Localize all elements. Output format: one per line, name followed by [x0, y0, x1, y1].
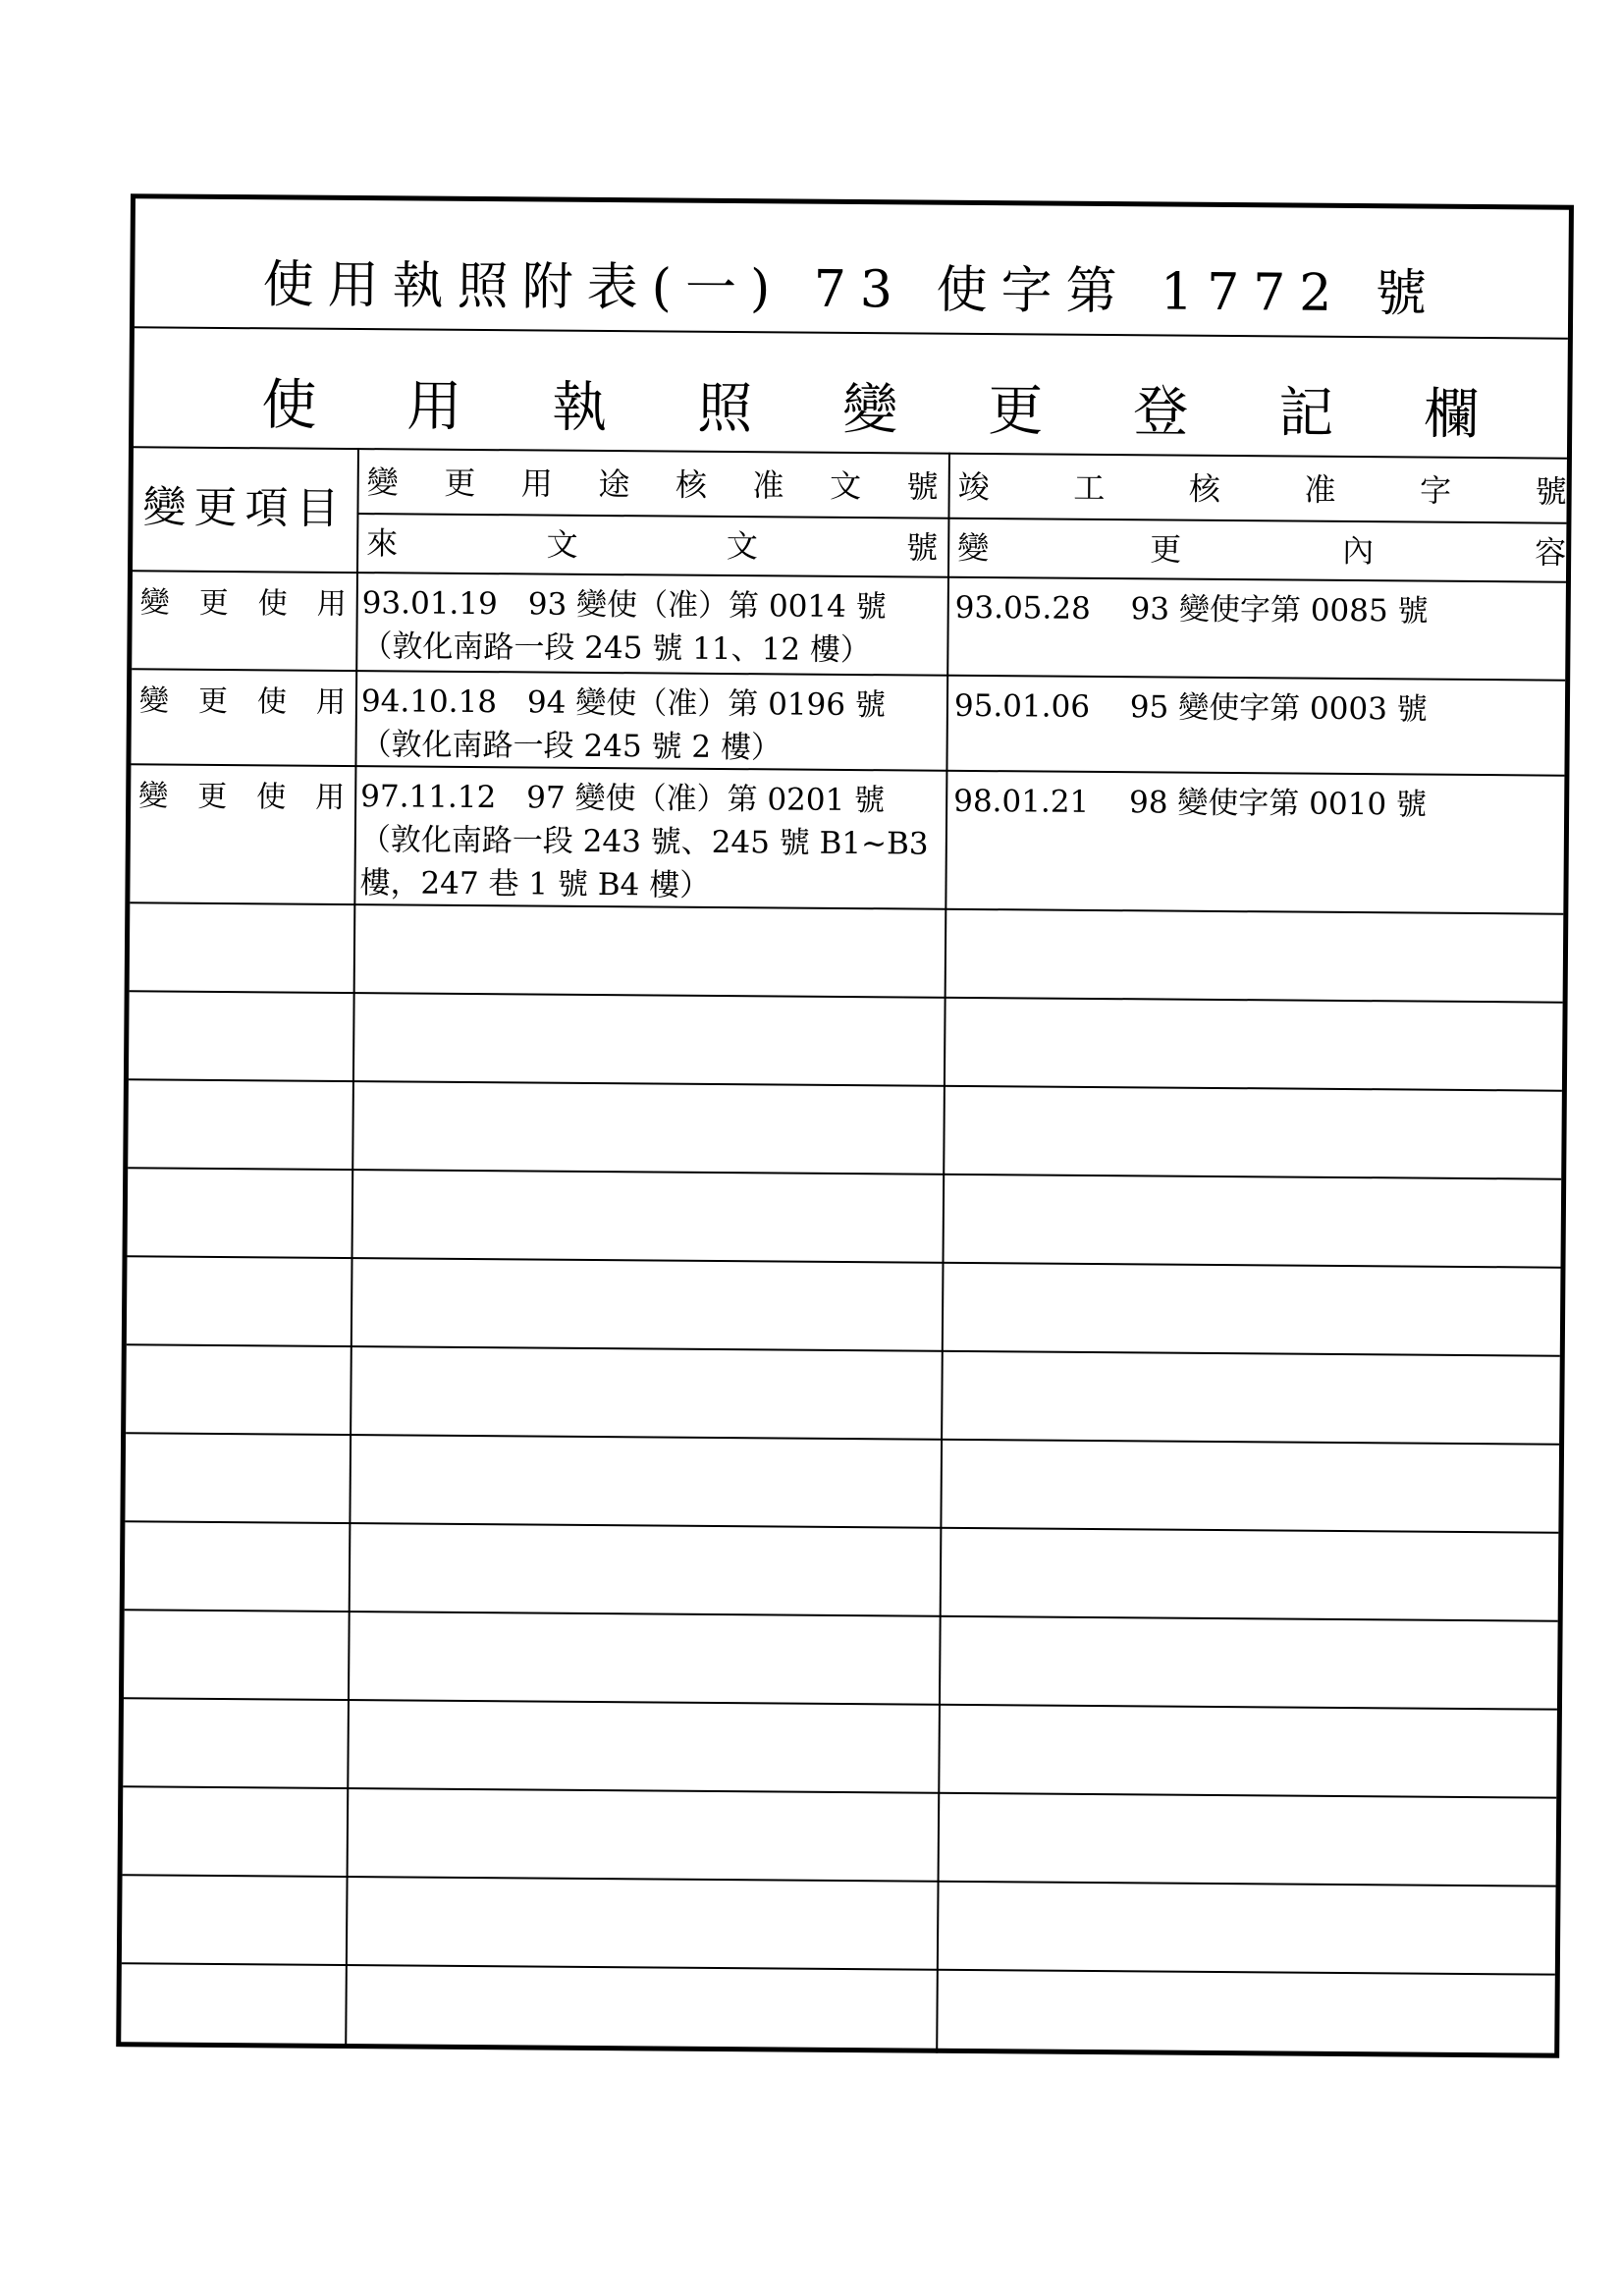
header-incoming-doc-no: 來 文 文 號 — [366, 524, 939, 567]
row-1-completion: 93.05.28 93 變使字第 0085 號 — [954, 589, 1429, 629]
register-table-frame — [116, 193, 1574, 2057]
row-2-completion: 95.01.06 95 變使字第 0003 號 — [953, 687, 1428, 728]
empty-row-line — [128, 1167, 1561, 1179]
row-2-item: 變 更 使 用 — [138, 683, 347, 720]
empty-row-line — [126, 1432, 1559, 1445]
column-divider-2 — [936, 453, 950, 2053]
section-title-char: 執 — [552, 375, 608, 441]
header-approval-doc-no: 變 更 用 途 核 准 文 號 — [366, 464, 939, 506]
section-title-char: 用 — [406, 374, 462, 439]
empty-row-line — [130, 990, 1563, 1003]
header-change-item: 變更項目 — [142, 482, 348, 534]
document-title: 使用執照附表(一) 73 使字第 1772 號 — [262, 255, 1441, 324]
section-title-char: 變 — [842, 377, 898, 443]
row-3-completion: 98.01.21 98 變使字第 0010 號 — [953, 783, 1428, 823]
empty-row-line — [123, 1785, 1556, 1798]
empty-row-line — [128, 1255, 1561, 1268]
header-change-content: 變 更 內 容 — [957, 528, 1567, 572]
empty-row-line — [125, 1520, 1558, 1533]
section-title-char: 登 — [1133, 380, 1189, 445]
empty-row-line — [123, 1874, 1556, 1886]
row-2-approval: 94.10.18 94 變使（准）第 0196 號 （敦化南路一段 245 號 2 樓） — [360, 683, 887, 766]
empty-row-line — [127, 1343, 1560, 1356]
column-divider-1 — [345, 448, 359, 2049]
section-title-char: 更 — [988, 379, 1044, 444]
row-3-item: 變 更 使 用 — [138, 779, 346, 815]
row-1-approval: 93.01.19 93 變使（准）第 0014 號 （敦化南路一段 245 號 11、12 樓） — [361, 585, 887, 669]
header-bottom-line — [133, 570, 1566, 582]
empty-row-line — [124, 1697, 1557, 1710]
title-divider — [135, 326, 1568, 339]
section-title-char: 欄 — [1424, 382, 1480, 448]
section-title-char: 照 — [697, 376, 753, 442]
section-title-char: 記 — [1278, 381, 1334, 446]
empty-row-line — [122, 1962, 1555, 1975]
section-title — [261, 361, 1480, 450]
section-title-char: 使 — [261, 373, 317, 438]
header-completion-approval-no: 竣 工 核 准 字 號 — [957, 467, 1567, 511]
row-1-item: 變 更 使 用 — [139, 585, 347, 622]
empty-row-line — [129, 1078, 1562, 1091]
empty-row-line — [125, 1609, 1558, 1621]
row-3-approval: 97.11.12 97 變使（准）第 0201 號 （敦化南路一段 243 號、245 號 B1~B3 樓，247 巷 1 號 B4 樓） — [359, 779, 929, 903]
